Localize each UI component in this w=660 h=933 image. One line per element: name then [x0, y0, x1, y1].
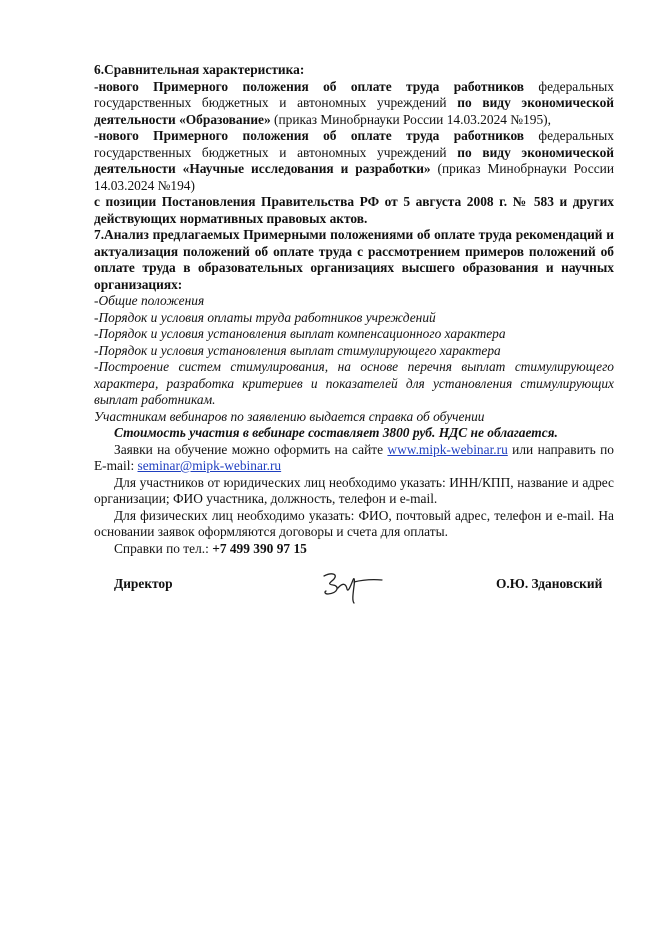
section-7-heading: 7.Анализ предлагаемых Примерными положениями об оплате труда рекомендаций и актуализация положений об оплате труда с рассмотрением примеров положений об оплате труда в образовательных организациях высшего образования и научных организациях:	[94, 227, 614, 292]
price-line: Стоимость участия в вебинаре составляет 3800 руб. НДС не облагается.	[114, 425, 558, 440]
item-1-bold-a: -нового Примерного положения об оплате труда работников	[94, 78, 525, 94]
signature-block	[94, 572, 614, 612]
item-1-plain-b: (приказ Минобрнауки России 14.03.2024 №195),	[270, 111, 551, 127]
registration-text-a: Заявки на обучение можно оформить на сайте	[114, 441, 388, 457]
section-6-item-3: с позиции Постановления Правительства РФ от 5 августа 2008 г. № 583 и других действующих нормативных правовых актов.	[94, 194, 614, 226]
site-link[interactable]: www.mipk-webinar.ru	[387, 441, 508, 457]
section-6-item-2	[94, 128, 614, 194]
section-7-item: -Построение систем стимулирования, на основе перечня выплат стимулирующего характера, разработка критериев и показателей для установления стимулирующих выплат работникам.	[94, 359, 614, 407]
item-2-bold-a: -нового Примерного положения об оплате труда работников	[94, 128, 525, 143]
section-7-item: -Общие положения	[94, 293, 205, 308]
section-6-item-1	[94, 79, 614, 129]
item-2-bold-b: по виду экономической деятельности «Научные исследования и разработки»	[94, 144, 614, 176]
section-7-item: -Порядок и условия установления выплат компенсационного характера	[94, 326, 506, 341]
director-title: Директор	[114, 576, 173, 591]
certificate-note: Участникам вебинаров по заявлению выдается справка об обучении	[94, 408, 485, 424]
section-7-item: -Порядок и условия оплаты труда работников учреждений	[94, 309, 436, 325]
phone-line	[94, 541, 614, 558]
section-6-heading: 6.Сравнительная характеристика:	[94, 62, 305, 77]
handwritten-signature	[318, 566, 388, 606]
item-1-plain-a: федеральных государственных бюджетных и автономных учреждений	[94, 78, 614, 110]
phone-label: Справки по тел.:	[114, 540, 213, 556]
director-name: О.Ю. Здановский	[496, 576, 603, 591]
legal-entities-paragraph: Для участников от юридических лиц необходимо указать: ИНН/КПП, название и адрес организации; ФИО участника, должность, телефон и e-mail.	[94, 474, 614, 506]
registration-paragraph	[94, 442, 614, 475]
individuals-paragraph: Для физических лиц необходимо указать: ФИО, почтовый адрес, телефон и e-mail. На основании заявок оформляются договоры и счета для оплаты.	[94, 507, 614, 539]
registration-text-b: или направить по E-mail:	[94, 441, 614, 473]
item-2-plain-a: федеральных государственных бюджетных и автономных учреждений	[94, 128, 614, 160]
document-body	[94, 62, 614, 557]
section-7-item: -Порядок и условия установления выплат стимулирующего характера	[94, 342, 501, 358]
phone-number: +7 499 390 97 15	[212, 540, 307, 556]
email-link[interactable]: seminar@mipk-webinar.ru	[137, 458, 282, 473]
item-2-plain-b: (приказ Минобрнауки России 14.03.2024 №194)	[94, 161, 614, 193]
item-1-bold-b: по виду экономической деятельности «Образование»	[94, 95, 614, 127]
